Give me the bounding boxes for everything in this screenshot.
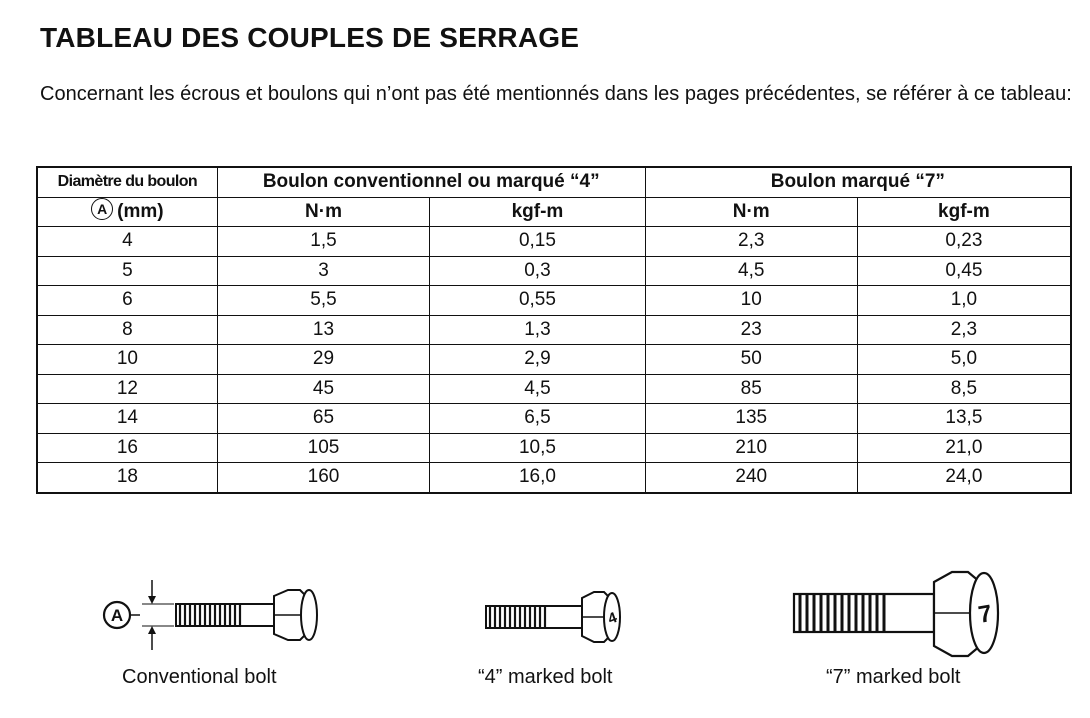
conv-nm-cell: 1,5 bbox=[217, 227, 429, 257]
diameter-cell: 4 bbox=[37, 227, 217, 257]
m7-kgf-cell: 5,0 bbox=[857, 345, 1071, 375]
table-row bbox=[37, 256, 1071, 286]
marked4-head-mark: 4 bbox=[605, 608, 620, 628]
conv-nm-cell: 3 bbox=[217, 256, 429, 286]
table-row bbox=[37, 404, 1071, 434]
diameter-cell: 8 bbox=[37, 315, 217, 345]
m7-nm-cell: 23 bbox=[645, 315, 857, 345]
marked4-bolt-caption: “4” marked bolt bbox=[478, 666, 613, 688]
m7-kgf-cell: 2,3 bbox=[857, 315, 1071, 345]
m7-kgf-cell: 13,5 bbox=[857, 404, 1071, 434]
diameter-cell: 16 bbox=[37, 433, 217, 463]
m7-nm-cell: 85 bbox=[645, 374, 857, 404]
conv-nm-cell: 13 bbox=[217, 315, 429, 345]
m7-kgf-cell: 8,5 bbox=[857, 374, 1071, 404]
m7-nm-cell: 50 bbox=[645, 345, 857, 375]
conv-kgf-cell: 0,3 bbox=[430, 256, 645, 286]
table-row bbox=[37, 374, 1071, 404]
m7-kgf-cell: 0,23 bbox=[857, 227, 1071, 257]
m7-kgf-cell: 1,0 bbox=[857, 286, 1071, 316]
diameter-cell: 10 bbox=[37, 345, 217, 375]
table-row bbox=[37, 227, 1071, 257]
torque-table bbox=[36, 166, 1072, 494]
table-row bbox=[37, 463, 1071, 493]
conv-nm-cell: 29 bbox=[217, 345, 429, 375]
diameter-cell: 18 bbox=[37, 463, 217, 493]
table-row bbox=[37, 286, 1071, 316]
m7-nm-cell: 10 bbox=[645, 286, 857, 316]
conventional-bolt-caption: Conventional bolt bbox=[122, 666, 277, 688]
dimension-a-label: A bbox=[110, 606, 124, 625]
conv-kgf-cell: 10,5 bbox=[430, 433, 645, 463]
marked7-bolt-figure bbox=[788, 566, 1018, 662]
m7-nm-cell: 4,5 bbox=[645, 256, 857, 286]
table-row bbox=[37, 345, 1071, 375]
conv-nm-cell: 105 bbox=[217, 433, 429, 463]
m7-nm-cell: 135 bbox=[645, 404, 857, 434]
diameter-cell: 6 bbox=[37, 286, 217, 316]
page-title: TABLEAU DES COUPLES DE SERRAGE bbox=[40, 22, 580, 53]
diameter-cell: 5 bbox=[37, 256, 217, 286]
conv-kgf-header: kgf-m bbox=[430, 197, 645, 227]
m7-kgf-cell: 24,0 bbox=[857, 463, 1071, 493]
dimension-a-symbol: A bbox=[91, 198, 113, 220]
table-header-row-groups bbox=[37, 167, 1071, 197]
marked7-bolt-icon bbox=[788, 566, 1018, 662]
conv-kgf-cell: 16,0 bbox=[430, 463, 645, 493]
diameter-cell: 14 bbox=[37, 404, 217, 434]
conv-kgf-cell: 2,9 bbox=[430, 345, 645, 375]
diameter-column-label: Diamètre du boulon bbox=[37, 167, 217, 197]
m7-kgf-cell: 21,0 bbox=[857, 433, 1071, 463]
m7-nm-cell: 240 bbox=[645, 463, 857, 493]
m7-nm-cell: 210 bbox=[645, 433, 857, 463]
conv-nm-cell: 160 bbox=[217, 463, 429, 493]
table-row bbox=[37, 315, 1071, 345]
conventional-bolt-icon bbox=[100, 574, 340, 666]
conv-kgf-cell: 1,3 bbox=[430, 315, 645, 345]
m7-nm-header: N·m bbox=[645, 197, 857, 227]
table-row bbox=[37, 433, 1071, 463]
table-header-row-units bbox=[37, 197, 1071, 227]
intro-text: Concernant les écrous et boulons qui n’ont pas été mentionnés dans les pages précédentes, se référer à ce tableau: bbox=[40, 83, 1072, 105]
conv-nm-cell: 65 bbox=[217, 404, 429, 434]
diameter-unit-header bbox=[37, 197, 217, 227]
marked4-bolt-icon bbox=[480, 584, 630, 654]
conv-nm-cell: 5,5 bbox=[217, 286, 429, 316]
conventional-bolt-figure bbox=[100, 574, 340, 666]
m7-nm-cell: 2,3 bbox=[645, 227, 857, 257]
conv-kgf-cell: 4,5 bbox=[430, 374, 645, 404]
conv-nm-cell: 45 bbox=[217, 374, 429, 404]
diameter-cell: 12 bbox=[37, 374, 217, 404]
marked7-bolt-caption: “7” marked bolt bbox=[826, 666, 961, 688]
conv-kgf-cell: 0,15 bbox=[430, 227, 645, 257]
m7-kgf-header: kgf-m bbox=[857, 197, 1071, 227]
conv-nm-header: N·m bbox=[217, 197, 429, 227]
conv-kgf-cell: 6,5 bbox=[430, 404, 645, 434]
diameter-unit: (mm) bbox=[117, 200, 164, 222]
marked4-bolt-figure bbox=[480, 584, 630, 654]
m7-kgf-cell: 0,45 bbox=[857, 256, 1071, 286]
marked7-group-header: Boulon marqué “7” bbox=[645, 167, 1071, 197]
conv-kgf-cell: 0,55 bbox=[430, 286, 645, 316]
marked7-head-mark: 7 bbox=[976, 600, 995, 629]
conventional-group-header: Boulon conventionnel ou marqué “4” bbox=[217, 167, 645, 197]
